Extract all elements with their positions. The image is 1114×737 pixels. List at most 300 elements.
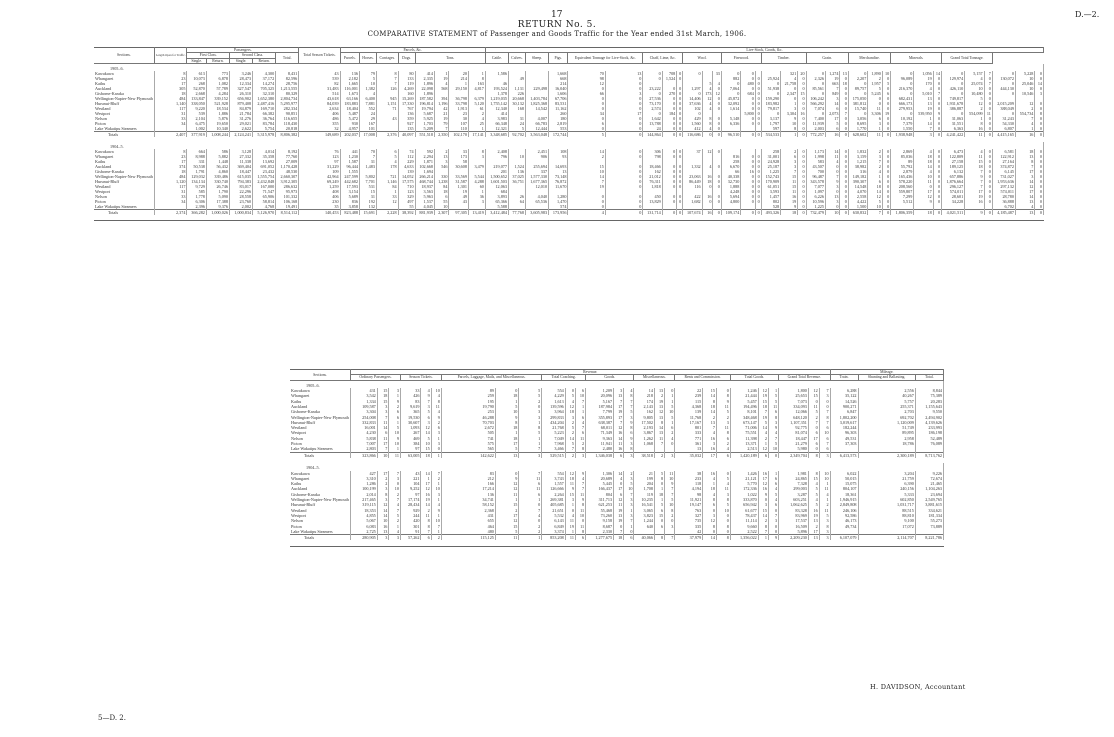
- traffic-cell: 0: [984, 86, 992, 91]
- traffic-cell: 374: [154, 164, 187, 169]
- traffic-cell: 1,665: [340, 81, 359, 86]
- traffic-cell: 0: [882, 184, 890, 189]
- traffic-cell: 4: [1015, 204, 1034, 210]
- revenue-cell: 1: [431, 497, 441, 502]
- revenue-cell: 10: [575, 393, 585, 398]
- revenue-cell: 1,068: [634, 441, 655, 446]
- traffic-cell: 0: [848, 81, 867, 86]
- revenue-section-name: Nelson: [290, 518, 351, 523]
- traffic-cell: 196,814: [415, 101, 434, 106]
- revenue-cell: 5,167: [586, 399, 614, 404]
- traffic-cell: 429: [683, 116, 702, 121]
- traffic-cell: 4,040: [525, 194, 548, 199]
- traffic-cell: 566,292: [806, 101, 825, 106]
- revenue-cell: 2,513: [730, 446, 758, 452]
- traffic-cell: 1,524: [508, 164, 525, 169]
- traffic-cell: 0: [755, 106, 761, 111]
- traffic-cell: 0: [798, 101, 806, 106]
- traffic-cell: 0: [605, 126, 642, 132]
- traffic-cell: 613: [187, 71, 206, 76]
- traffic-cell: 0: [568, 126, 605, 132]
- traffic-cell: 5: [882, 81, 890, 86]
- traffic-cell: 5,245: [868, 91, 883, 96]
- traffic-cell: 4: [468, 116, 485, 121]
- traffic-cell: 80,329: [276, 91, 299, 96]
- revenue-section-name: Kaihu: [290, 399, 351, 404]
- revenue-cell: 3: [431, 430, 441, 435]
- traffic-cell: 0: [721, 71, 740, 76]
- traffic-cell: 20,818: [276, 126, 299, 132]
- traffic-cell: 117: [154, 106, 187, 111]
- traffic-cell: 2,003: [806, 126, 825, 132]
- traffic-cell: 0: [992, 81, 1015, 86]
- revenue-cell: 2,193: [634, 425, 655, 430]
- revenue-section-name: Auckland: [290, 486, 351, 491]
- revenue-cell: 8: [758, 524, 768, 529]
- traffic-cell: 5,512: [891, 199, 914, 204]
- traffic-cell: 13: [825, 194, 840, 199]
- revenue-total-cell: 115,125: [441, 535, 495, 541]
- revenue-cell: 166,437: [586, 486, 614, 491]
- traffic-cell: 1: [868, 174, 883, 179]
- revenue-cell: 299,003: [779, 486, 809, 491]
- traffic-cell: 6,336: [721, 121, 740, 126]
- revenue-cell: 71,006: [730, 425, 758, 430]
- revenue-cell: 12: [654, 409, 664, 414]
- traffic-total-cell: 13: [1015, 210, 1034, 216]
- traffic-cell: 14: [1015, 194, 1034, 199]
- revenue-cell: 2: [703, 415, 717, 420]
- traffic-cell: 12: [868, 194, 883, 199]
- traffic-cell: 286,632: [276, 184, 299, 189]
- revenue-cell: 19: [758, 393, 768, 398]
- traffic-total-cell: 823,488: [340, 210, 359, 216]
- rev-hdr-revenue: Revenue.: [351, 370, 831, 375]
- traffic-cell: 1,755,142: [485, 101, 508, 106]
- traffic-cell: 6,306: [187, 199, 206, 204]
- revenue-cell: 17,072: [858, 524, 915, 529]
- revenue-cell: 98: [675, 492, 703, 497]
- traffic-cell: 0: [840, 174, 848, 179]
- revenue-cell: 1: [431, 436, 441, 441]
- traffic-cell: 468,744: [415, 179, 434, 184]
- revenue-cell: 6: [519, 481, 542, 486]
- traffic-cell: 0: [992, 91, 1015, 96]
- traffic-cell: 28,558: [229, 194, 252, 199]
- traffic-cell: 0: [798, 154, 806, 159]
- revenue-total-cell: 1: [758, 535, 768, 541]
- traffic-cell: 9: [933, 111, 941, 116]
- traffic-cell: 175,050: [848, 96, 867, 101]
- traffic-total-cell: 16: [702, 210, 713, 216]
- traffic-cell: 1,140: [154, 101, 187, 106]
- rev-hdr-sections: Sections.: [290, 370, 351, 381]
- traffic-cell: 0: [933, 126, 941, 132]
- traffic-cell: 0: [798, 86, 806, 91]
- revenue-total-cell: 40,066: [634, 535, 655, 541]
- traffic-cell: 5,487: [340, 111, 359, 116]
- revenue-cell: 12: [495, 481, 518, 486]
- revenue-cell: 15: [703, 388, 717, 393]
- traffic-cell: 33,798: [449, 101, 468, 106]
- revenue-cell: 14: [654, 425, 664, 430]
- traffic-cell: 12: [914, 194, 933, 199]
- revenue-cell: 2,494,902: [915, 415, 943, 420]
- revenue-cell: 2,368: [441, 508, 495, 513]
- revenue-cell: 7: [624, 404, 634, 409]
- revenue-cell: 7: [819, 420, 830, 425]
- traffic-cell: 3: [781, 164, 798, 169]
- revenue-cell: 40,267: [858, 393, 915, 398]
- revenue-total-cell: 2: [431, 535, 441, 541]
- traffic-cell: 3,137: [761, 116, 780, 121]
- traffic-cell: 7: [984, 81, 992, 86]
- traffic-total-cell: 3,605,983: [525, 210, 548, 216]
- revenue-cell: 5: [808, 486, 819, 491]
- traffic-cell: 31: [508, 116, 525, 121]
- revenue-cell: 1: [431, 529, 441, 535]
- traffic-cell: 8,192: [276, 149, 299, 154]
- revenue-total-cell: 1,420,189: [730, 452, 758, 458]
- traffic-cell: 34: [154, 121, 187, 126]
- traffic-cell: 1: [376, 189, 398, 194]
- revenue-cell: 1: [389, 393, 401, 398]
- revenue-section-name: Westland: [290, 425, 351, 430]
- revenue-cell: 6: [431, 425, 441, 430]
- traffic-cell: 1,677,365: [525, 179, 548, 184]
- revenue-cell: 8: [716, 430, 730, 435]
- revenue-cell: 16: [703, 471, 717, 476]
- revenue-cell: 3,310: [351, 476, 378, 481]
- revenue-cell: 19: [421, 497, 431, 502]
- traffic-cell: 406: [299, 111, 340, 116]
- traffic-cell: 0: [662, 116, 677, 121]
- revenue-cell: 11: [575, 492, 585, 497]
- traffic-cell: 10: [914, 174, 933, 179]
- revenue-cell: 2,143: [634, 404, 655, 409]
- traffic-cell: 0: [1035, 126, 1044, 132]
- traffic-cell: 412: [683, 126, 702, 132]
- traffic-cell: 0: [677, 184, 683, 189]
- revenue-cell: 11: [377, 420, 389, 425]
- revenue-section-name: Picton: [290, 441, 351, 446]
- traffic-cell: 12: [376, 199, 398, 204]
- revenue-cell: 8: [819, 415, 830, 420]
- traffic-cell: 0: [798, 199, 806, 204]
- revenue-cell: 4: [614, 476, 624, 481]
- traffic-cell: 3: [825, 96, 840, 101]
- traffic-cell: 3,304: [781, 111, 798, 116]
- revenue-total-cell: 1,346,038: [586, 452, 614, 458]
- traffic-cell: 4: [376, 159, 398, 164]
- traffic-cell: 18: [1015, 149, 1034, 154]
- traffic-cell: 374,872: [992, 164, 1015, 169]
- hdr-carriages: Carriages.: [376, 53, 398, 64]
- revenue-total-cell: 8,221,786: [915, 535, 943, 541]
- revenue-cell: 0: [565, 388, 575, 393]
- traffic-cell: 1: [868, 126, 883, 132]
- revenue-cell: 7: [377, 446, 389, 452]
- revenue-cell: 621,253: [586, 502, 614, 507]
- traffic-cell: 13: [840, 71, 848, 76]
- traffic-cell: 597: [761, 126, 780, 132]
- traffic-cell: 1,668: [549, 71, 568, 76]
- revenue-total-cell: 1: [519, 535, 542, 541]
- traffic-cell: 23: [449, 111, 468, 116]
- traffic-cell: 0: [702, 184, 713, 189]
- revenue-cell: 4: [808, 497, 819, 502]
- revenue-cell: 3,204: [858, 471, 915, 476]
- traffic-cell: 10: [781, 121, 798, 126]
- traffic-cell: 0: [848, 111, 867, 116]
- revenue-cell: 1: [665, 393, 675, 398]
- revenue-cell: 2: [808, 524, 819, 529]
- revenue-cell: 14,526: [830, 399, 858, 404]
- traffic-cell: 4: [914, 86, 933, 91]
- traffic-cell: 8: [1015, 159, 1034, 164]
- traffic-cell: 945: [376, 96, 398, 101]
- revenue-cell: 11: [377, 436, 389, 441]
- revenue-cell: 365: [400, 409, 421, 414]
- traffic-cell: 76,311: [643, 179, 662, 184]
- revenue-section-name: Gisborne-Karaka: [290, 409, 351, 414]
- hdr-season: Total Season Tickets.: [299, 48, 340, 64]
- revenue-cell: 11: [768, 404, 778, 409]
- traffic-section-name: Gisborne-Karaka: [94, 169, 154, 174]
- traffic-cell: 32,310: [253, 91, 276, 96]
- traffic-cell: 49: [449, 194, 468, 199]
- revenue-cell: 11: [495, 492, 518, 497]
- traffic-cell: 165,436: [891, 174, 914, 179]
- revenue-cell: 92,586: [830, 513, 858, 518]
- revenue-cell: 2: [421, 508, 431, 513]
- revenue-section-name: Whangarei: [290, 476, 351, 481]
- traffic-cell: 30: [449, 116, 468, 121]
- traffic-cell: 0: [677, 194, 683, 199]
- traffic-cell: 5,544: [468, 174, 485, 179]
- revenue-totals-label: Totals: [290, 452, 351, 458]
- traffic-cell: 33: [713, 71, 721, 76]
- revenue-cell: 11,398: [730, 436, 758, 441]
- traffic-cell: 585: [187, 189, 206, 194]
- traffic-cell: 0: [677, 149, 683, 154]
- revenue-cell: 17: [614, 486, 624, 491]
- revenue-cell: 3: [377, 486, 389, 491]
- revenue-cell: 2,958: [858, 436, 915, 441]
- traffic-cell: 173: [449, 154, 468, 159]
- revenue-cell: 6: [768, 481, 778, 486]
- revenue-cell: 19: [654, 399, 664, 404]
- revenue-cell: 602,850: [858, 497, 915, 502]
- revenue-cell: 3,065: [634, 508, 655, 513]
- traffic-cell: 656,902: [229, 96, 252, 101]
- traffic-cell: 574,011: [992, 189, 1015, 194]
- traffic-cell: 2,660,307: [276, 174, 299, 179]
- revenue-cell: 5: [421, 409, 431, 414]
- traffic-cell: 0: [755, 111, 761, 116]
- revenue-cell: 15,075: [830, 481, 858, 486]
- traffic-cell: 0: [605, 174, 642, 179]
- revenue-cell: 10: [665, 409, 675, 414]
- traffic-cell: 574,011: [942, 189, 965, 194]
- revenue-cell: 7,799: [586, 409, 614, 414]
- revenue-cell: 18: [495, 425, 518, 430]
- revenue-cell: 11: [654, 436, 664, 441]
- traffic-cell: 749,817: [942, 96, 965, 101]
- traffic-cell: 0: [662, 184, 677, 189]
- traffic-cell: 0: [755, 194, 761, 199]
- revenue-total-cell: 3: [819, 452, 830, 458]
- revenue-cell: 8: [716, 393, 730, 398]
- traffic-cell: 28,601: [942, 194, 965, 199]
- revenue-cell: 8,687: [586, 524, 614, 529]
- revenue-cell: 2,849,808: [830, 502, 858, 507]
- traffic-cell: 0: [677, 121, 683, 126]
- traffic-cell: 85,561: [806, 86, 825, 91]
- revenue-cell: 18,353: [351, 508, 378, 513]
- revenue-cell: 2: [665, 513, 675, 518]
- revenue-cell: 2,522: [730, 529, 758, 535]
- traffic-cell: 450: [643, 194, 662, 199]
- traffic-cell: 1,694: [415, 169, 434, 174]
- traffic-cell: 22,098: [415, 86, 434, 91]
- traffic-cell: 2: [781, 149, 798, 154]
- traffic-cell: 8,988: [187, 154, 206, 159]
- revenue-cell: 1: [431, 481, 441, 486]
- traffic-cell: 260: [549, 111, 568, 116]
- revenue-cell: 12: [614, 425, 624, 430]
- traffic-cell: 1,797: [761, 121, 780, 126]
- traffic-cell: 4: [868, 169, 883, 174]
- traffic-total-cell: 107,674: [683, 210, 702, 216]
- traffic-cell: 229: [398, 159, 415, 164]
- traffic-total-cell: 38,392: [398, 210, 415, 216]
- traffic-cell: 14: [1015, 179, 1034, 184]
- revenue-cell: 187,984: [586, 404, 614, 409]
- revenue-cell: 3: [377, 409, 389, 414]
- revenue-cell: 3,867: [634, 430, 655, 435]
- revenue-cell: 1: [389, 420, 401, 425]
- revenue-cell: 2: [819, 502, 830, 507]
- revenue-cell: 34,741: [441, 497, 495, 502]
- revenue-cell: 11: [565, 481, 575, 486]
- revenue-cell: 11: [519, 476, 542, 481]
- revenue-cell: 5: [768, 399, 778, 404]
- revenue-cell: 3: [665, 524, 675, 529]
- traffic-cell: 8: [468, 149, 485, 154]
- traffic-cell: 0: [933, 101, 941, 106]
- traffic-cell: 66,348: [485, 121, 508, 126]
- revenue-cell: 5: [808, 502, 819, 507]
- traffic-cell: 0: [882, 204, 890, 210]
- traffic-cell: 0: [984, 189, 992, 194]
- traffic-cell: 9,729: [187, 184, 206, 189]
- traffic-cell: 2,335: [415, 76, 434, 81]
- traffic-cell: 14,693: [549, 164, 568, 169]
- revenue-cell: 6: [768, 476, 778, 481]
- traffic-cell: 0: [605, 164, 642, 169]
- revenue-cell: 68,011: [586, 425, 614, 430]
- traffic-cell: 169,710: [253, 106, 276, 111]
- revenue-cell: 6: [575, 415, 585, 420]
- revenue-cell: 4: [624, 388, 634, 393]
- revenue-cell: 9,660: [730, 524, 758, 529]
- traffic-cell: 11: [868, 106, 883, 111]
- traffic-cell: 0: [840, 199, 848, 204]
- traffic-cell: 849: [825, 91, 840, 96]
- revenue-cell: 0: [768, 524, 778, 529]
- traffic-cell: 279,953: [891, 106, 914, 111]
- traffic-cell: 43: [299, 71, 340, 76]
- revenue-section-name: Kawakawa: [290, 388, 351, 393]
- traffic-cell: 36,888: [992, 199, 1015, 204]
- traffic-cell: 17: [914, 189, 933, 194]
- traffic-cell: 0: [643, 91, 662, 96]
- traffic-cell: 0: [662, 199, 677, 204]
- revenue-cell: 648,120: [779, 415, 809, 420]
- revenue-cell: 5,067: [351, 518, 378, 523]
- revenue-cell: 19,147: [675, 502, 703, 507]
- traffic-cell: 0: [702, 199, 713, 204]
- traffic-cell: 282,334: [276, 106, 299, 111]
- revenue-cell: 640: [634, 524, 655, 529]
- traffic-total-cell: 0: [984, 132, 992, 138]
- revenue-cell: 1,802,200: [830, 415, 858, 420]
- revenue-cell: 5: [768, 393, 778, 398]
- traffic-cell: 112: [398, 154, 415, 159]
- traffic-cell: 708: [662, 71, 677, 76]
- revenue-cell: 3,881,615: [915, 502, 943, 507]
- revenue-cell: 8: [654, 476, 664, 481]
- revenue-cell: 8: [624, 446, 634, 452]
- revenue-cell: 8,844: [915, 388, 943, 393]
- revenue-cell: 7: [614, 399, 624, 404]
- revenue-cell: 10: [575, 513, 585, 518]
- traffic-cell: 2,207: [848, 76, 867, 81]
- revenue-total-cell: 853,208: [542, 535, 566, 541]
- revenue-cell: 0: [614, 481, 624, 486]
- traffic-cell: 9: [965, 174, 984, 179]
- revenue-total-cell: 2,209,230: [779, 535, 809, 541]
- revenue-cell: 0: [495, 471, 518, 476]
- traffic-cell: 297,132: [992, 184, 1015, 189]
- revenue-cell: 565: [441, 446, 495, 452]
- revenue-cell: 254,008: [351, 415, 378, 420]
- traffic-cell: 480: [741, 81, 756, 86]
- revenue-cell: 1,062,625: [779, 502, 809, 507]
- traffic-cell: 4,007: [525, 116, 548, 121]
- revenue-cell: 4: [519, 513, 542, 518]
- revenue-cell: 1: [768, 388, 778, 393]
- traffic-cell: 0: [1035, 179, 1044, 184]
- traffic-cell: 10,073: [187, 76, 206, 81]
- traffic-cell: 0: [840, 126, 848, 132]
- traffic-total-cell: 0: [713, 210, 721, 216]
- revenue-cell: 7: [768, 436, 778, 441]
- traffic-cell: 20,668: [508, 96, 525, 101]
- traffic-cell: 32,092: [721, 101, 740, 106]
- traffic-cell: 15: [781, 184, 798, 189]
- rev-hdr-mileage: Mileage.: [830, 370, 943, 375]
- traffic-cell: 0: [882, 121, 890, 126]
- traffic-cell: 116,655: [276, 116, 299, 121]
- traffic-cell: 6,379: [468, 96, 485, 101]
- traffic-cell: 6,400: [359, 96, 376, 101]
- hdr-wool: Wool.: [683, 53, 722, 64]
- traffic-cell: 664: [187, 149, 206, 154]
- traffic-cell: 0: [683, 91, 702, 96]
- revenue-cell: 9: [624, 420, 634, 425]
